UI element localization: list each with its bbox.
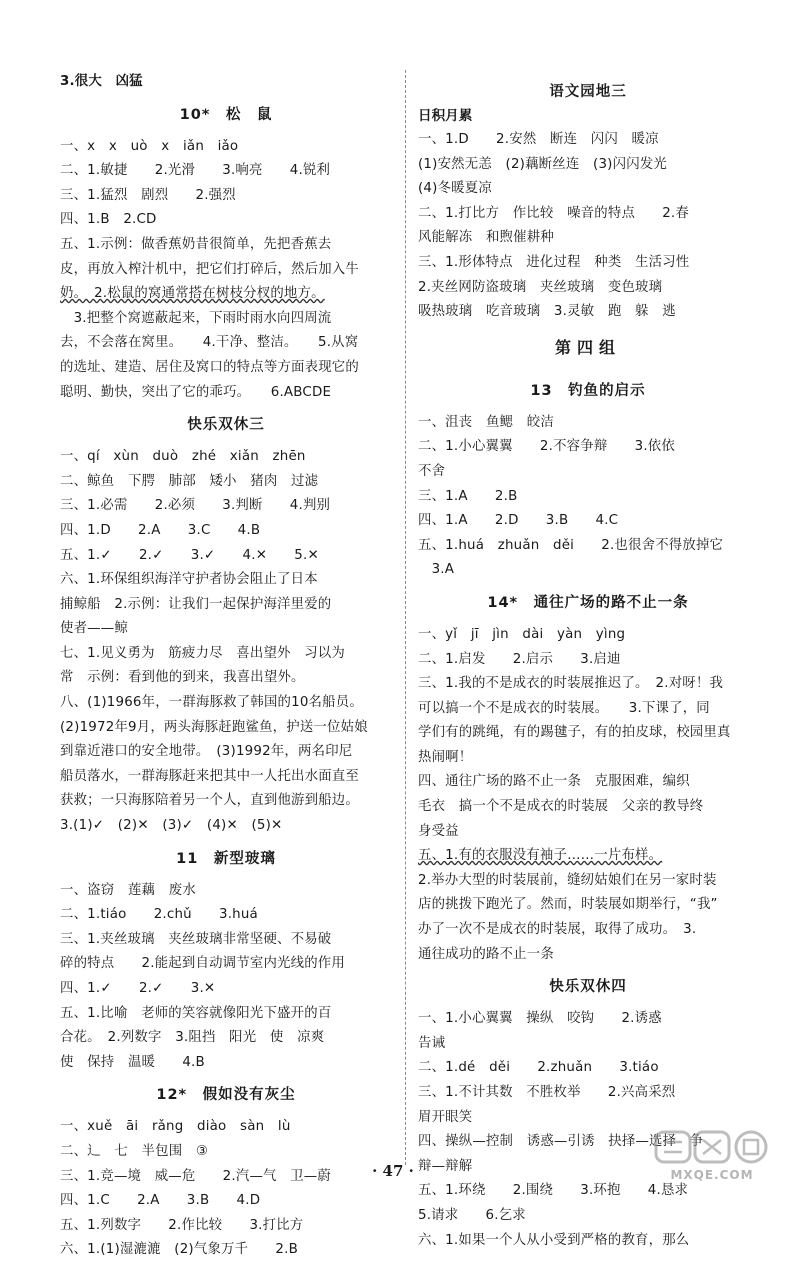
answer-line: 一、沮丧 鱼鳃 皎洁 (418, 414, 554, 430)
group-title-4: 第四组 (554, 337, 621, 357)
answer-line: 合花。 2.列数字 3.阻挡 阳光 使 凉爽 (60, 1030, 325, 1046)
answer-line: 二、鲸鱼 下腭 肺部 矮小 猪肉 过滤 (60, 473, 319, 489)
answer-line: 学们有的跳绳，有的踢毽子，有的拍皮球，校园里真 (418, 725, 731, 741)
answer-line: 四、1.B 2.CD (60, 212, 157, 228)
answer-line: 六、1.环保组织海洋守护者协会阻止了日本 (60, 572, 318, 588)
answer-line: 一、盗窃 莲藕 废水 (60, 882, 196, 898)
answer-line: 3.很大 凶猛 (60, 74, 143, 89)
answer-line: 一、x x uò x iǎn iǎo (60, 138, 239, 154)
answer-line: 碎的特点 2.能起到自动调节室内光线的作用 (60, 956, 345, 972)
section-title-11: 11 新型玻璃 (176, 850, 276, 867)
answer-line: 三、1.形体特点 进化过程 种类 生活习性 (418, 254, 690, 270)
watermark-logo (652, 1128, 772, 1184)
answer-line: 3.A (418, 562, 455, 578)
answer-line: 皮，再放入榨汁机中，把它们打碎后，然后加入牛 (60, 261, 359, 277)
section-title-14: 14* 通往广场的路不止一条 (487, 594, 689, 611)
answer-line: 二、1.打比方 作比较 噪音的特点 2.春 (418, 205, 689, 221)
answer-line: 一、1.D 2.安然 断连 闪闪 暖凉 (418, 132, 659, 147)
right-column (418, 70, 758, 1253)
answer-line: 四、通往广场的路不止一条 克服困难，编织 (418, 774, 690, 790)
answer-line: 三、1.A 2.B (418, 488, 518, 504)
section-title-10: 10* 松 鼠 (179, 106, 273, 123)
answer-line: 办了一次不是成衣的时装展，取得了成功。 3. (418, 922, 697, 938)
answer-line: 二、1.小心翼翼 2.不容争辩 3.依依 (418, 439, 675, 455)
answer-line: 吸热玻璃 吃音玻璃 3.灵敏 跑 躲 逃 (418, 304, 676, 320)
section-title-happy-weekend-4: 快乐双休四 (549, 979, 627, 996)
answer-line: 奶。 2.松鼠的窝通常搭在树枝分杈的地方。 (60, 286, 325, 302)
answer-line: 二、辶 七 半包围 ③ (60, 1143, 209, 1159)
answer-line: 3.(1)✓ (2)✕ (3)✓ (4)✕ (5)✕ (60, 818, 283, 834)
answer-line: 5.请求 6.乞求 (418, 1207, 526, 1223)
answer-line: 眉开眼笑 (418, 1109, 473, 1125)
answer-line: 二、1.敏捷 2.光滑 3.响亮 4.锐利 (60, 163, 331, 179)
watermark-domain: MXQE.COM (670, 1168, 754, 1182)
answer-line: 三、1.竞—境 威—危 2.汽—气 卫—蔚 (60, 1168, 331, 1184)
answer-line: 可以搞一个不是成衣的时装展。 3.下课了，同 (418, 700, 710, 716)
answer-line: 身受益 (418, 823, 459, 839)
answer-line: 热闹啊！ (418, 749, 473, 765)
answer-line: 四、1.✓ 2.✓ 3.✕ (60, 981, 216, 996)
section-title-13: 13 钓鱼的启示 (530, 382, 646, 399)
section-title-happy-weekend-3: 快乐双休三 (187, 417, 265, 434)
answer-line: (4)冬暖夏凉 (418, 181, 492, 197)
answer-line: 五、1.环绕 2.围绕 3.环抱 4.恳求 (418, 1183, 689, 1199)
answer-line: 五、1.示例：做香蕉奶昔很简单，先把香蕉去 (60, 236, 332, 252)
answer-line: 辩—辩解 (418, 1158, 473, 1174)
answer-line: 二、1.dé děi 2.zhuǎn 3.tiáo (418, 1060, 659, 1076)
answer-line: 三、1.夹丝玻璃 夹丝玻璃非常坚硬、不易破 (60, 931, 332, 947)
answer-line: 2.夹丝网防盗玻璃 夹丝玻璃 变色玻璃 (418, 279, 663, 295)
answer-line: 五、1.比喻 老师的笑容就像阳光下盛开的百 (60, 1005, 332, 1021)
answer-line: 四、操纵—控制 诱惑—引诱 抉择—选择 争 (418, 1134, 704, 1150)
answer-line: 五、1.有的衣服没有袖子……一片布样。 (418, 848, 663, 864)
answer-line: 二、1.启发 2.启示 3.启迪 (418, 651, 621, 667)
answer-line: 使者——鲸 (60, 621, 128, 637)
answer-line: 七、1.见义勇为 筋疲力尽 喜出望外 习以为 (60, 645, 345, 661)
answer-line: 三、1.必需 2.必须 3.判断 4.判别 (60, 498, 331, 514)
answer-line: 船员落水，一群海豚赶来把其中一人托出水面直至 (60, 768, 359, 784)
answer-line: 3.把整个窝遮蔽起来，下雨时雨水向四周流 (60, 310, 332, 326)
answer-line: (1)安然无恙 (2)藕断丝连 (3)闪闪发光 (418, 156, 667, 172)
answer-line: 2.举办大型的时装展前，缝纫姑娘们在另一家时装 (418, 872, 717, 888)
sub-title-daily-accumulation: 日积月累 (418, 108, 473, 124)
answer-line: 四、1.D 2.A 3.C 4.B (60, 522, 261, 538)
answer-line: 一、xuě āi rǎng diào sàn lù (60, 1119, 291, 1135)
answer-line: 五、1.列数字 2.作比较 3.打比方 (60, 1217, 304, 1233)
answer-line: 聪明、勤快，突出了它的乖巧。 6.ABCDE (60, 384, 332, 400)
answer-line: 二、1.tiáo 2.chǔ 3.huá (60, 907, 258, 923)
answer-line: 告诫 (418, 1035, 446, 1051)
answer-line: 一、1.小心翼翼 操纵 咬钩 2.诱惑 (418, 1011, 662, 1027)
answer-line: 三、1.我的不是成衣的时装展推迟了。 2.对呀！我 (418, 676, 724, 692)
answer-line: 店的挑拨下跑光了。然而，时装展如期举行，“我” (418, 897, 718, 913)
left-column (60, 70, 392, 1263)
answer-line: 六、1.(1)湿漉漉 (2)气象万千 2.B (60, 1242, 298, 1258)
answer-line: 八、(1)1966年，一群海豚救了韩国的10名船员。 (60, 695, 363, 711)
answer-line: 毛衣 搞一个不是成衣的时装展 父亲的教导终 (418, 799, 704, 815)
answer-line: 风能解冻 和煦催耕种 (418, 230, 554, 246)
page-number: · 47 · (372, 1162, 414, 1180)
answer-line: 四、1.C 2.A 3.B 4.D (60, 1193, 261, 1209)
answer-line: 获救；一只海豚陪着另一个人，直到他游到船边。 (60, 793, 359, 809)
answer-line: 捕鲸船 2.示例：让我们一起保护海洋里爱的 (60, 596, 332, 612)
answer-line: 一、qí xùn duò zhé xiǎn zhēn (60, 449, 306, 465)
answer-line: 通往成功的路不止一条 (418, 946, 554, 962)
answer-line: 的选址、建造、居住及窝口的特点等方面表现它的 (60, 359, 359, 375)
answer-line: 一、yǐ jī jìn dài yàn yìng (418, 626, 626, 642)
answer-line: 三、1.猛烈 剧烈 2.强烈 (60, 187, 236, 203)
answer-line: 三、1.不计其数 不胜枚举 2.兴高采烈 (418, 1085, 676, 1100)
answer-line: 不舍 (418, 463, 446, 479)
section-title-12: 12* 假如没有灰尘 (156, 1087, 296, 1104)
section-title-chinese-garden-3: 语文园地三 (549, 84, 627, 100)
answer-line: (2)1972年9月，两头海豚赶跑鲨鱼，护送一位姑娘 (60, 719, 368, 735)
answer-line: 使 保持 温暖 4.B (60, 1054, 205, 1070)
column-divider (405, 70, 406, 1165)
answer-line: 四、1.A 2.D 3.B 4.C (418, 513, 619, 529)
answer-line: 六、1.如果一个人从小受到严格的教育，那么 (418, 1232, 690, 1248)
answer-line: 到靠近港口的安全地带。 (3)1992年，两名印尼 (60, 744, 353, 760)
answer-line: 五、1.✓ 2.✓ 3.✓ 4.✕ 5.✕ (60, 547, 319, 563)
answer-line: 五、1.huá zhuǎn děi 2.也很舍不得放掉它 (418, 537, 724, 553)
answer-line: 常 示例：看到他的到来，我喜出望外。 (60, 670, 305, 686)
answer-line: 去，不会落在窝里。 4.干净、整洁。 5.从窝 (60, 335, 359, 351)
watermark-glyphs-icon (652, 1128, 772, 1168)
